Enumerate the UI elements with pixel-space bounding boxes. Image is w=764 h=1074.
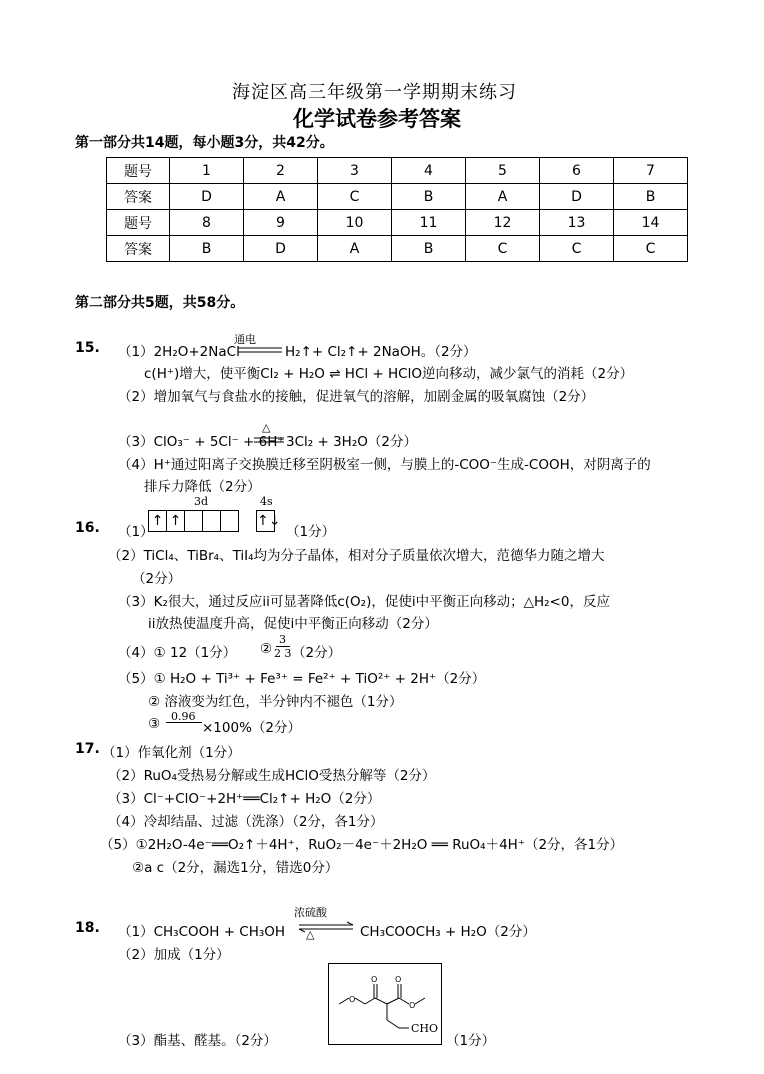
percent-numerator: 0.96 (171, 710, 196, 723)
row-header-cell: 题号 (107, 210, 170, 236)
table-cell: C (540, 236, 614, 262)
table-cell: 10 (318, 210, 392, 236)
q16-line2: （2）TiCl₄、TiBr₄、TiI₄均为分子晶体，相对分子质量依次增大，范德华力随之增大 (108, 548, 605, 564)
table-cell: A (244, 184, 318, 210)
row-header-cell: 题号 (107, 158, 170, 184)
table-cell: 14 (614, 210, 688, 236)
table-cell: 9 (244, 210, 318, 236)
q15-line4a: （3）ClO₃⁻ + 5Cl⁻ + 6H⁺ (118, 434, 285, 450)
structural-formula (328, 963, 442, 1045)
orbital-box: ↑ (166, 510, 185, 532)
table-cell: 4 (392, 158, 466, 184)
q18-line3: （3）酯基、醛基。（2分） (118, 1033, 277, 1049)
q16-line6b: ② (260, 641, 273, 657)
fraction-bar (166, 722, 202, 723)
svg-text:O: O (395, 975, 402, 984)
q17-line4: （4）冷却结晶、过滤（洗涤）（2分，各1分） (108, 814, 384, 830)
q18-condition: 浓硫酸 (294, 906, 327, 919)
q17-line6: ②a c（2分，漏选1分，错选0分） (132, 860, 339, 876)
table-cell: 6 (540, 158, 614, 184)
table-cell: C (614, 236, 688, 262)
equals-arrow-icon (238, 346, 282, 354)
svg-text:O: O (409, 1001, 416, 1010)
table-cell: 1 (170, 158, 244, 184)
document-title: 海淀区高三年级第一学期期末练习 (232, 82, 517, 103)
q16-line9b: ×100%（2分） (202, 720, 301, 736)
q15-line2: c(H⁺)增大，使平衡Cl₂ + H₂O ⇌ HCl + HClO逆向移动，减少氯气的消耗（2分） (144, 366, 634, 382)
q16-number: 16. (75, 520, 100, 536)
q15-line1a: （1）2H₂O+2NaCl (118, 344, 240, 360)
svg-text:O: O (371, 975, 378, 984)
q15-line4b: 3Cl₂ + 3H₂O（2分） (286, 434, 417, 450)
fraction-denominator: 2 3 (274, 647, 292, 660)
orbital-3d-label: 3d (194, 495, 209, 508)
q18-line2: （2）加成（1分） (118, 947, 230, 963)
q15-number: 15. (75, 340, 100, 356)
q16-line6c: （2分） (292, 645, 342, 661)
table-cell: 7 (614, 158, 688, 184)
table-cell: C (318, 184, 392, 210)
part1-heading: 第一部分共14题，每小题3分，共42分。 (75, 135, 334, 151)
q18-line1b: CH₃COOCH₃ + H₂O（2分） (360, 924, 536, 940)
row-header-cell: 答案 (107, 236, 170, 262)
q15-line6: 排斥力降低（2分） (144, 479, 261, 495)
orbital-4s-label: 4s (260, 495, 273, 508)
q18-line3b: （1分） (446, 1033, 496, 1049)
orbital-box (202, 510, 221, 532)
part2-heading: 第二部分共5题，共58分。 (75, 295, 245, 311)
table-cell: B (170, 236, 244, 262)
orbital-box: ↑ (148, 510, 167, 532)
q16-line9a: ③ (148, 716, 161, 732)
table-cell: 11 (392, 210, 466, 236)
table-row (107, 210, 688, 236)
answer-table (106, 157, 688, 262)
q18-heat-condition: △ (306, 928, 315, 941)
q16-line6a: （4）① 12（1分） (118, 645, 237, 661)
table-row (107, 184, 688, 210)
q16-line4: （3）K₂很大，通过反应ii可显著降低c(O₂)，促使i中平衡正向移动；△H₂<0，反应 (118, 594, 610, 610)
q15-line1b: H₂↑+ Cl₂↑+ 2NaOH。（2分） (285, 344, 477, 360)
q18-line1a: （1）CH₃COOH + CH₃OH (118, 924, 286, 940)
table-row (107, 158, 688, 184)
q15-line5: （4）H⁺通过阳离子交换膜迁移至阴极室一侧，与膜上的-COO⁻生成-COOH，对阴离子的 (118, 457, 651, 473)
row-header-cell: 答案 (107, 184, 170, 210)
table-cell: B (392, 236, 466, 262)
table-cell: 12 (466, 210, 540, 236)
table-cell: 2 (244, 158, 318, 184)
fraction-numerator: 3 (279, 633, 286, 646)
table-cell: A (466, 184, 540, 210)
orbital-box: ↑↓ (256, 510, 275, 532)
table-cell: B (392, 184, 466, 210)
q17-number: 17. (75, 741, 100, 757)
q15-heat-condition: △ (262, 421, 271, 434)
table-cell: A (318, 236, 392, 262)
equals-arrow-icon (254, 436, 284, 444)
q17-line1: （1）作氧化剂（1分） (102, 745, 241, 761)
svg-text:O: O (349, 995, 356, 1004)
table-row (107, 236, 688, 262)
table-cell: D (170, 184, 244, 210)
orbital-box (220, 510, 239, 532)
table-cell: 5 (466, 158, 540, 184)
table-cell: 3 (318, 158, 392, 184)
aldehyde-label: CHO (411, 1022, 439, 1035)
q15-line3: （2）增加氧气与食盐水的接触，促进氧气的溶解，加剧金属的吸氧腐蚀（2分） (118, 389, 595, 405)
table-cell: B (614, 184, 688, 210)
table-cell: C (466, 236, 540, 262)
table-cell: D (540, 184, 614, 210)
q17-line2: （2）RuO₄受热易分解或生成HClO受热分解等（2分） (108, 768, 436, 784)
q17-line3: （3）Cl⁻+ClO⁻+2H⁺══Cl₂↑+ H₂O（2分） (108, 791, 381, 807)
q16-line8: ② 溶液变为红色，半分钟内不褪色（1分） (148, 694, 403, 710)
q16-line5: ii放热使温度升高，促使i中平衡正向移动（2分） (148, 616, 438, 632)
table-cell: D (244, 236, 318, 262)
q18-number: 18. (75, 920, 100, 936)
q16-line7: （5）① H₂O + Ti³⁺ + Fe³⁺ = Fe²⁺ + TiO²⁺ + 2H⁺（2分） (118, 671, 486, 687)
q16-line3: （2分） (132, 571, 182, 587)
table-cell: 8 (170, 210, 244, 236)
orbital-box (184, 510, 203, 532)
orbital-3d-boxes (149, 510, 239, 532)
q16-line1b: （1分） (286, 524, 336, 540)
table-cell: 13 (540, 210, 614, 236)
q15-condition: 通电 (234, 333, 256, 346)
q17-line5: （5）①2H₂O-4e⁻══O₂↑＋4H⁺，RuO₂－4e⁻＋2H₂O ══ RuO₄＋4H⁺（2分，各1分） (100, 837, 624, 853)
q16-line1a: （1） (118, 524, 154, 540)
document-subtitle: 化学试卷参考答案 (293, 107, 461, 131)
orbital-4s-boxes (257, 510, 281, 532)
